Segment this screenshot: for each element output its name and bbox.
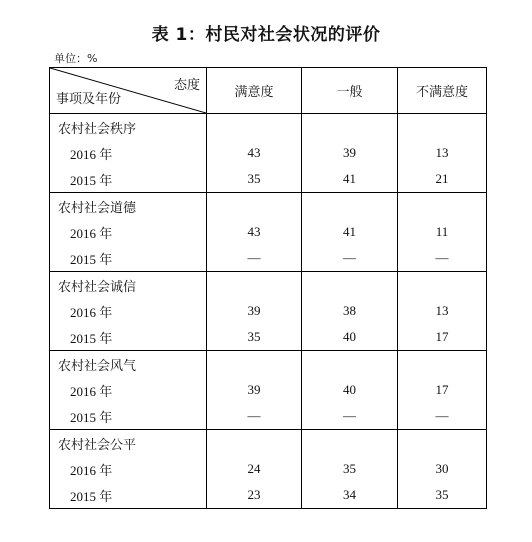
value-satisfied: 43 [207, 140, 302, 166]
table-row [50, 166, 487, 193]
category-row [50, 193, 487, 220]
corner-item-year-label: 事项及年份 [56, 92, 122, 107]
category-row [50, 272, 487, 299]
value-satisfied: 35 [207, 324, 302, 351]
year-label: 2015 年 [50, 324, 207, 351]
year-label: 2016 年 [50, 456, 207, 482]
value-average: 41 [302, 166, 398, 193]
year-label: 2016 年 [50, 219, 207, 245]
value-average: 38 [302, 298, 398, 324]
category-label: 农村社会风气 [50, 351, 207, 378]
category-row [50, 430, 487, 457]
value-satisfied: 43 [207, 219, 302, 245]
value-unsatisfied: — [398, 245, 487, 272]
value-unsatisfied: 35 [398, 482, 487, 509]
value-average: — [302, 403, 398, 430]
table-row [50, 298, 487, 324]
unit-label: 单位：% [54, 52, 98, 65]
value-satisfied: 24 [207, 456, 302, 482]
value-average: 35 [302, 456, 398, 482]
category-label: 农村社会秩序 [50, 114, 207, 141]
value-average: — [302, 245, 398, 272]
group-social-ethos [50, 351, 487, 430]
table-title: 表 1：村民对社会状况的评价 [151, 25, 381, 45]
group-social-integrity [50, 272, 487, 351]
table-row [50, 456, 487, 482]
value-unsatisfied: 13 [398, 298, 487, 324]
column-header-average: 一般 [302, 68, 398, 114]
year-label: 2015 年 [50, 403, 207, 430]
category-label: 农村社会公平 [50, 430, 207, 457]
column-header-satisfied: 满意度 [207, 68, 302, 114]
value-unsatisfied: 17 [398, 377, 487, 403]
value-satisfied: 23 [207, 482, 302, 509]
value-unsatisfied: 11 [398, 219, 487, 245]
category-row [50, 351, 487, 378]
value-average: 41 [302, 219, 398, 245]
table-row [50, 482, 487, 509]
year-label: 2016 年 [50, 140, 207, 166]
year-label: 2015 年 [50, 166, 207, 193]
group-social-morality [50, 193, 487, 272]
table-row [50, 245, 487, 272]
year-label: 2016 年 [50, 377, 207, 403]
value-average: 39 [302, 140, 398, 166]
value-unsatisfied: 17 [398, 324, 487, 351]
value-unsatisfied: 13 [398, 140, 487, 166]
group-social-fairness [50, 430, 487, 509]
category-label: 农村社会诚信 [50, 272, 207, 299]
value-unsatisfied: — [398, 403, 487, 430]
table-row [50, 403, 487, 430]
evaluation-table [49, 67, 487, 509]
column-header-unsatisfied: 不满意度 [398, 68, 487, 114]
category-row [50, 114, 487, 141]
value-satisfied: 39 [207, 298, 302, 324]
group-social-order [50, 114, 487, 193]
value-satisfied: — [207, 403, 302, 430]
value-unsatisfied: 30 [398, 456, 487, 482]
corner-attitude-label: 态度 [173, 78, 200, 93]
year-label: 2016 年 [50, 298, 207, 324]
year-label: 2015 年 [50, 245, 207, 272]
table-row [50, 324, 487, 351]
value-average: 34 [302, 482, 398, 509]
year-label: 2015 年 [50, 482, 207, 509]
header-corner-cell [50, 68, 207, 114]
value-satisfied: — [207, 245, 302, 272]
value-average: 40 [302, 377, 398, 403]
table-row [50, 377, 487, 403]
table-row [50, 140, 487, 166]
value-satisfied: 39 [207, 377, 302, 403]
table-row [50, 219, 487, 245]
value-unsatisfied: 21 [398, 166, 487, 193]
value-satisfied: 35 [207, 166, 302, 193]
category-label: 农村社会道德 [50, 193, 207, 220]
header-row [50, 68, 487, 114]
value-average: 40 [302, 324, 398, 351]
